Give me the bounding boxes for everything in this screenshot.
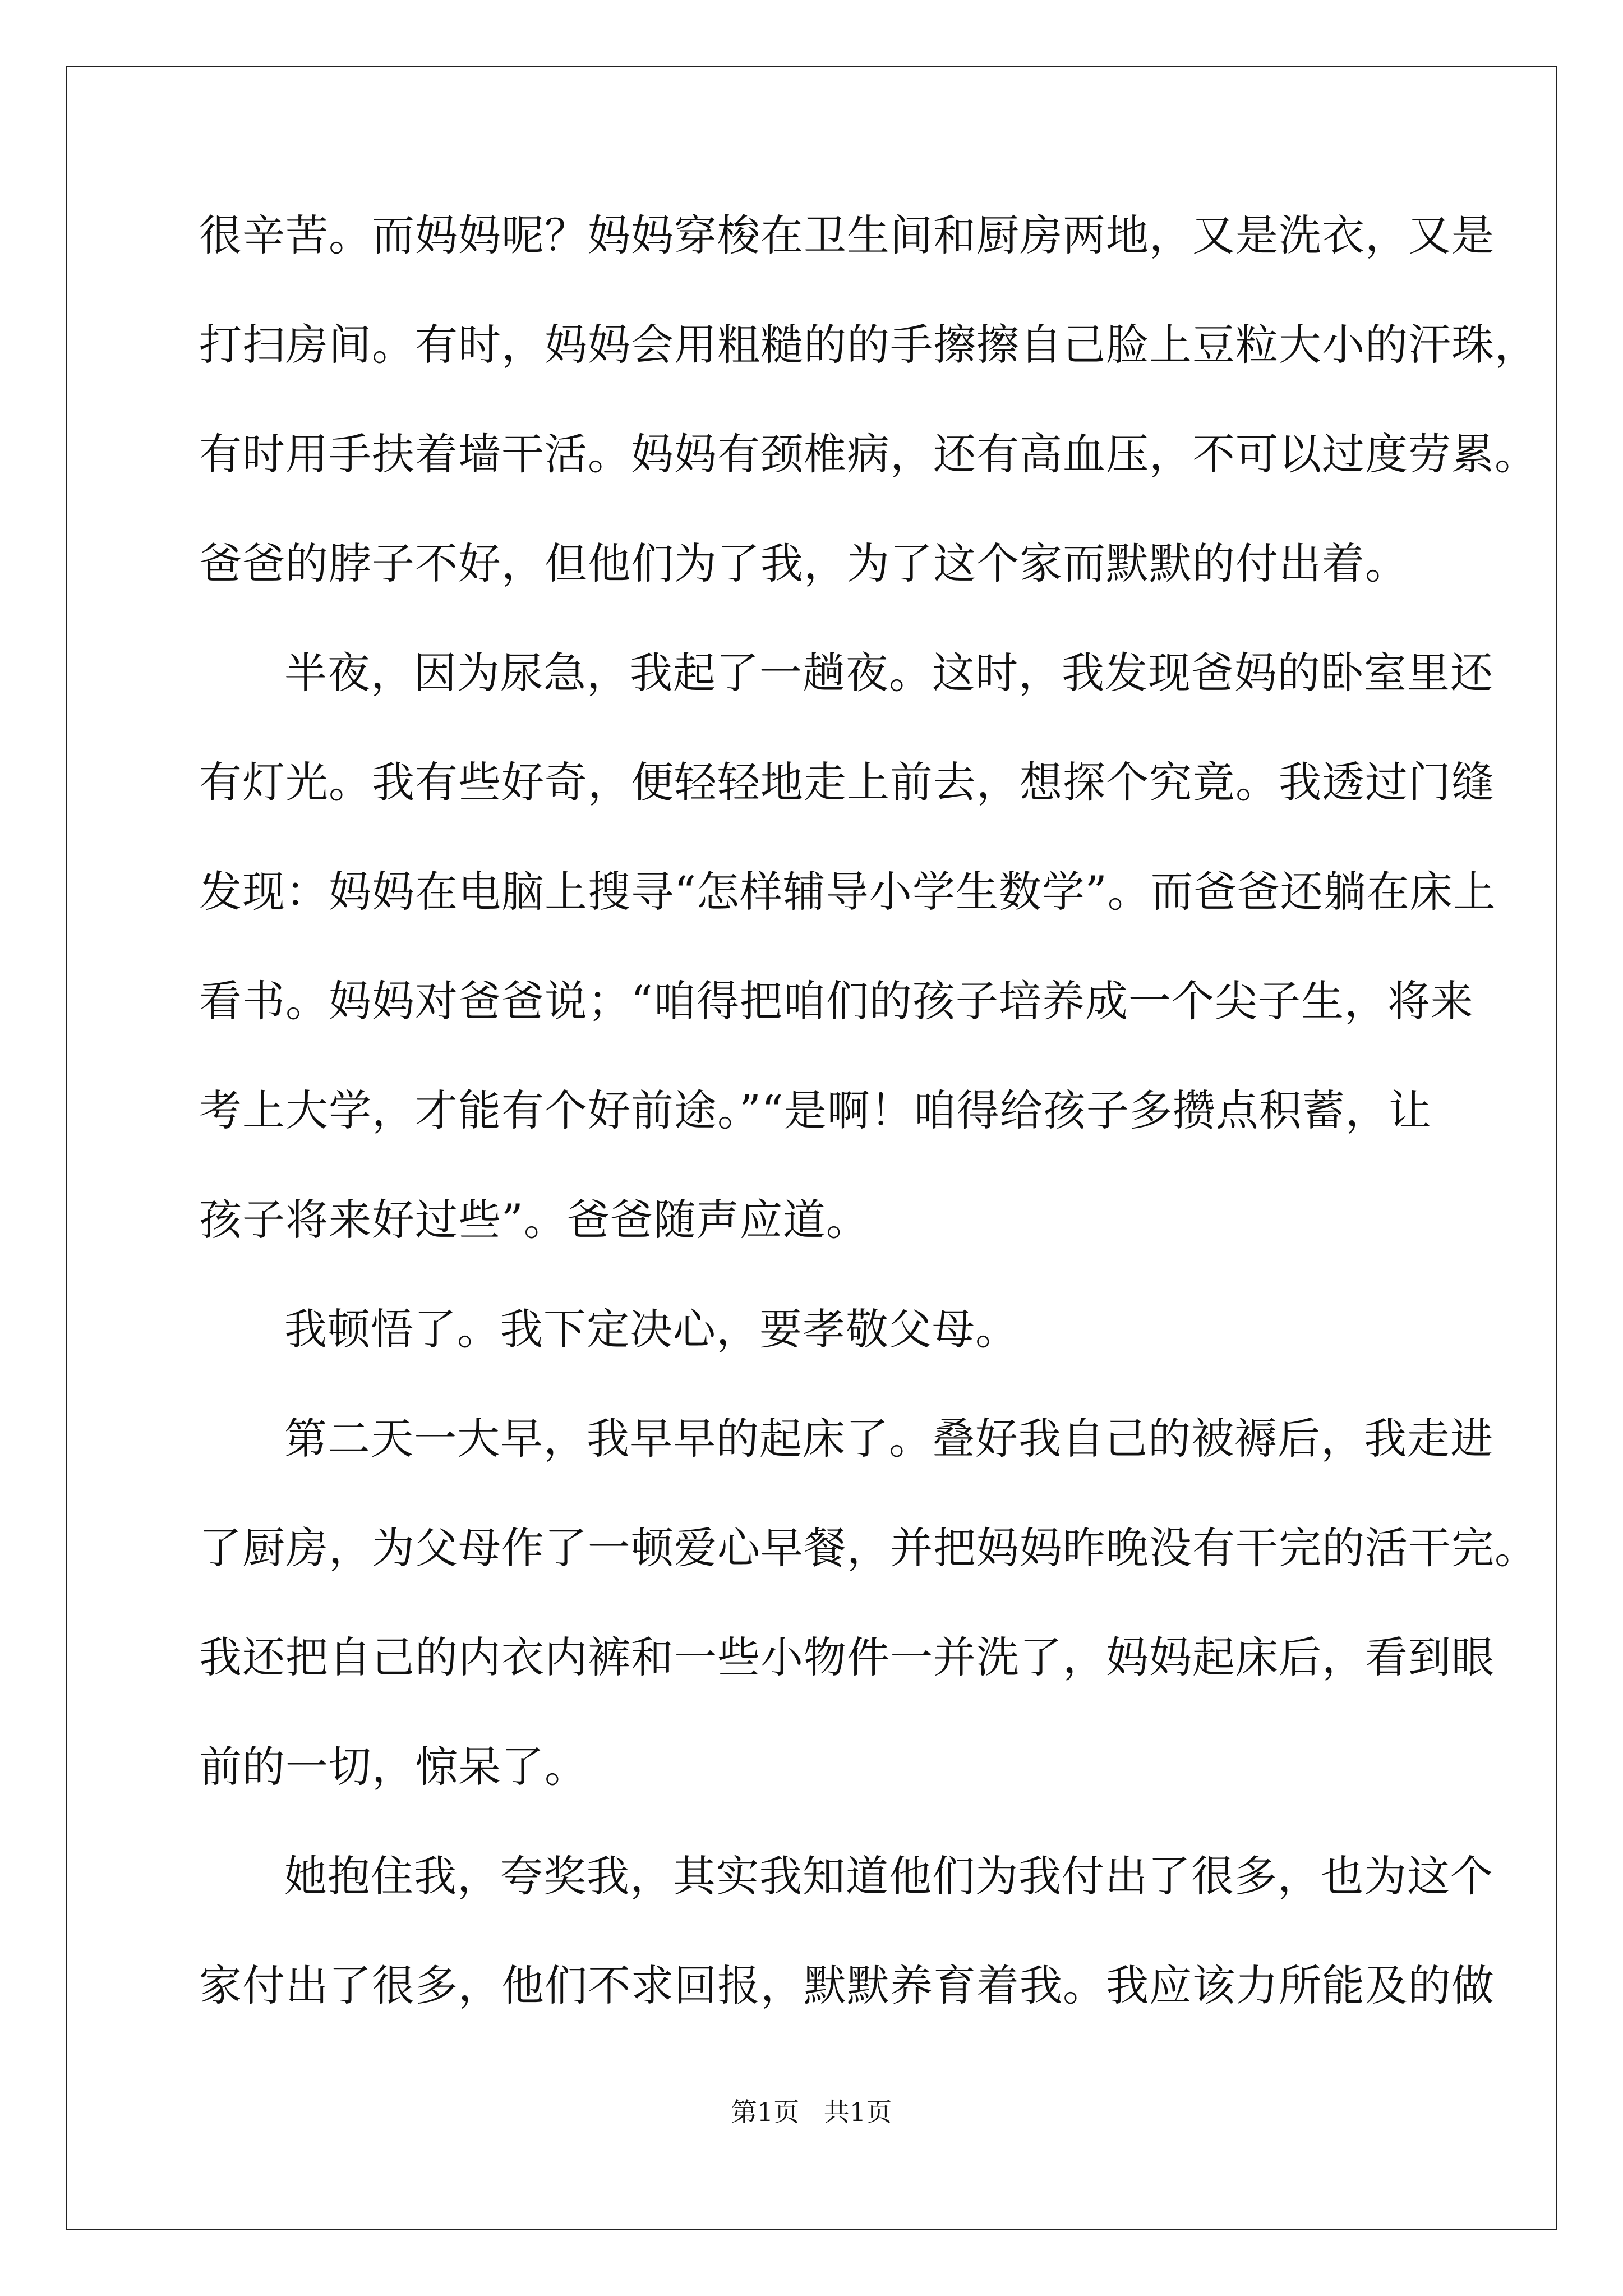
text-line: 了厨房，为父母作了一顿爱心早餐，并把妈妈昨晚没有干完的活干完。 [199,1523,1538,1573]
text-line: 有时用手扶着墙干活。妈妈有颈椎病，还有高血压，不可以过度劳累。 [199,429,1538,479]
text-line: 孩子将来好过些”。爸爸随声应道。 [199,1195,869,1245]
text-line: 半夜，因为尿急，我起了一趟夜。这时，我发现爸妈的卧室里还 [284,648,1493,698]
text-line: 我顿悟了。我下定决心，要孝敬父母。 [284,1304,1018,1354]
text-line: 我还把自己的内衣内裤和一些小物件一并洗了，妈妈起床后，看到眼 [199,1632,1495,1682]
text-line: 打扫房间。有时，妈妈会用粗糙的的手擦擦自己脸上豆粒大小的汗珠， [199,320,1538,370]
text-line: 考上大学，才能有个好前途。”“是啊！咱得给孩子多攒点积蓄，让 [199,1085,1432,1135]
text-line: 看书。妈妈对爸爸说；“咱得把咱们的孩子培养成一个尖子生，将来 [199,976,1474,1026]
text-line: 有灯光。我有些好奇，便轻轻地走上前去，想探个究竟。我透过门缝 [199,757,1495,807]
text-line: 前的一切，惊呆了。 [199,1742,588,1792]
text-line: 很辛苦。而妈妈呢？妈妈穿梭在卫生间和厨房两地，又是洗衣，又是 [199,210,1495,260]
text-line: 第二天一大早，我早早的起床了。叠好我自己的被褥后，我走进 [284,1414,1493,1464]
text-line: 家付出了很多，他们不求回报，默默养育着我。我应该力所能及的做 [199,1961,1495,2010]
page-border [66,66,1557,2230]
text-line: 爸爸的脖子不好，但他们为了我，为了这个家而默默的付出着。 [199,539,1408,588]
text-line: 她抱住我，夸奖我，其实我知道他们为我付出了很多，也为这个 [284,1851,1493,1901]
page-footer: 第1页 共1页 [731,2097,892,2127]
text-line: 发现：妈妈在电脑上搜寻“怎样辅导小学生数学”。而爸爸还躺在床上 [199,867,1496,917]
